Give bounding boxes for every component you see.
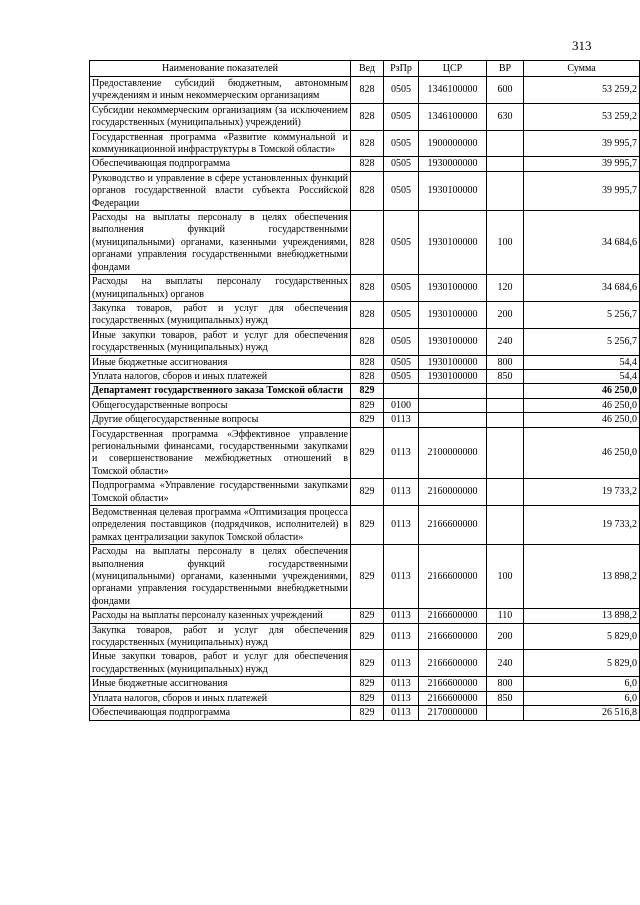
row-ved: 829 [351,413,384,427]
row-csr: 1346100000 [419,77,487,104]
header-name: Наименование показателей [90,61,351,77]
row-sum: 19 733,2 [524,479,640,506]
row-csr: 1930100000 [419,211,487,275]
row-ved: 828 [351,171,384,210]
row-vr: 800 [487,677,524,691]
row-csr: 2166600000 [419,506,487,545]
row-name: Расходы на выплаты персоналу в целях обеспечения выполнения функций государственными (муниципальными) органами, казенными учреждениями, органами управления государственными внебюджетными фондами [90,545,351,609]
row-ved: 829 [351,384,384,398]
row-ved: 828 [351,369,384,383]
header-csr: ЦСР [419,61,487,77]
row-name: Расходы на выплаты персоналу казенных учреждений [90,609,351,623]
row-ved: 828 [351,275,384,302]
row-rzpr: 0505 [384,355,419,369]
table-row [90,369,640,383]
row-name: Руководство и управление в сфере установленных функций органов государственной власти субъекта Российской Федерации [90,171,351,210]
table-row [90,275,640,302]
row-sum: 13 898,2 [524,545,640,609]
row-ved: 828 [351,301,384,328]
row-csr: 2100000000 [419,427,487,479]
row-sum: 53 259,2 [524,77,640,104]
table-row [90,211,640,275]
row-sum: 39 995,7 [524,157,640,171]
row-vr: 200 [487,623,524,650]
row-rzpr: 0113 [384,623,419,650]
row-ved: 828 [351,355,384,369]
row-name: Государственная программа «Эффективное управление региональными финансами, государственными закупками и совершенствование межбюджетных отношений в Томской области» [90,427,351,479]
row-vr: 100 [487,545,524,609]
row-name: Обеспечивающая подпрограмма [90,157,351,171]
table-row [90,103,640,130]
row-csr: 2166600000 [419,623,487,650]
row-rzpr: 0505 [384,369,419,383]
row-sum: 54,4 [524,369,640,383]
row-vr: 200 [487,301,524,328]
table-row [90,623,640,650]
row-rzpr: 0113 [384,545,419,609]
row-ved: 829 [351,427,384,479]
row-csr: 2166600000 [419,691,487,705]
row-vr [487,157,524,171]
row-sum: 5 256,7 [524,328,640,355]
row-sum: 54,4 [524,355,640,369]
row-csr: 2170000000 [419,706,487,720]
row-name: Закупка товаров, работ и услуг для обеспечения государственных (муниципальных) нужд [90,623,351,650]
row-rzpr: 0100 [384,398,419,412]
row-vr: 100 [487,211,524,275]
table-row [90,384,640,398]
table-row [90,328,640,355]
table-row [90,413,640,427]
table-row [90,545,640,609]
row-csr: 1930100000 [419,301,487,328]
row-rzpr: 0505 [384,77,419,104]
table-row [90,650,640,677]
row-name: Закупка товаров, работ и услуг для обеспечения государственных (муниципальных) нужд [90,301,351,328]
row-vr: 600 [487,77,524,104]
row-vr: 850 [487,369,524,383]
row-sum: 46 250,0 [524,384,640,398]
row-vr: 800 [487,355,524,369]
row-rzpr: 0505 [384,275,419,302]
row-vr [487,171,524,210]
row-name: Расходы на выплаты персоналу в целях обеспечения выполнения функций государственными (муниципальными) органами, казенными учреждениями, органами управления государственными внебюджетными фондами [90,211,351,275]
row-ved: 829 [351,706,384,720]
row-vr [487,384,524,398]
row-ved: 829 [351,677,384,691]
row-name: Обеспечивающая подпрограмма [90,706,351,720]
row-rzpr: 0113 [384,506,419,545]
row-sum: 6,0 [524,677,640,691]
row-vr [487,130,524,157]
row-name: Предоставление субсидий бюджетным, автономным учреждениям и иным некоммерческим организациям [90,77,351,104]
row-ved: 828 [351,103,384,130]
row-sum: 5 256,7 [524,301,640,328]
row-vr: 850 [487,691,524,705]
row-name: Расходы на выплаты персоналу государственных (муниципальных) органов [90,275,351,302]
row-rzpr: 0113 [384,609,419,623]
row-ved: 829 [351,650,384,677]
row-csr: 1930100000 [419,369,487,383]
row-csr [419,398,487,412]
row-csr: 2166600000 [419,545,487,609]
row-rzpr [384,384,419,398]
header-rzpr: РзПр [384,61,419,77]
row-ved: 828 [351,211,384,275]
row-csr: 1930100000 [419,355,487,369]
row-csr: 2166600000 [419,609,487,623]
row-vr [487,706,524,720]
row-vr [487,506,524,545]
row-ved: 829 [351,545,384,609]
row-rzpr: 0113 [384,413,419,427]
table-row [90,506,640,545]
row-name: Ведомственная целевая программа «Оптимизация процесса определения поставщиков (подрядчиков, исполнителей) в рамках централизации закупок Томской области» [90,506,351,545]
row-sum: 26 516,8 [524,706,640,720]
table-row [90,691,640,705]
row-rzpr: 0505 [384,328,419,355]
row-sum: 19 733,2 [524,506,640,545]
row-ved: 828 [351,157,384,171]
row-csr: 2166600000 [419,677,487,691]
row-csr [419,384,487,398]
row-sum: 46 250,0 [524,427,640,479]
row-sum: 6,0 [524,691,640,705]
table-row [90,479,640,506]
table-row [90,355,640,369]
table-row [90,398,640,412]
page-number: 313 [572,38,592,53]
row-ved: 828 [351,328,384,355]
row-csr: 2160000000 [419,479,487,506]
row-vr: 120 [487,275,524,302]
row-rzpr: 0113 [384,706,419,720]
row-sum: 46 250,0 [524,413,640,427]
row-vr: 240 [487,650,524,677]
row-ved: 828 [351,77,384,104]
row-csr: 1930100000 [419,171,487,210]
row-rzpr: 0113 [384,650,419,677]
table-row [90,427,640,479]
budget-table [89,60,640,721]
table-row [90,157,640,171]
table-row [90,171,640,210]
row-name: Департамент государственного заказа Томской области [90,384,351,398]
row-vr [487,398,524,412]
row-vr: 110 [487,609,524,623]
table-header-row [90,61,640,77]
row-ved: 829 [351,623,384,650]
row-name: Субсидии некоммерческим организациям (за исключением государственных (муниципальных) учреждений) [90,103,351,130]
row-sum: 39 995,7 [524,130,640,157]
row-name: Иные закупки товаров, работ и услуг для обеспечения государственных (муниципальных) нужд [90,328,351,355]
row-rzpr: 0113 [384,691,419,705]
row-name: Государственная программа «Развитие коммунальной и коммуникационной инфраструктуры в Томской области» [90,130,351,157]
row-csr: 2166600000 [419,650,487,677]
row-sum: 39 995,7 [524,171,640,210]
row-rzpr: 0113 [384,479,419,506]
row-csr: 1900000000 [419,130,487,157]
row-ved: 828 [351,130,384,157]
row-name: Другие общегосударственные вопросы [90,413,351,427]
row-name: Уплата налогов, сборов и иных платежей [90,691,351,705]
table-row [90,706,640,720]
row-sum: 34 684,6 [524,275,640,302]
row-csr: 1930100000 [419,275,487,302]
row-csr: 1346100000 [419,103,487,130]
table-row [90,130,640,157]
table-row [90,677,640,691]
row-rzpr: 0113 [384,677,419,691]
table-row [90,77,640,104]
row-csr [419,413,487,427]
row-csr: 1930100000 [419,328,487,355]
row-ved: 829 [351,609,384,623]
row-vr [487,427,524,479]
row-ved: 829 [351,479,384,506]
row-sum: 5 829,0 [524,650,640,677]
row-rzpr: 0113 [384,427,419,479]
row-vr [487,413,524,427]
table-row [90,301,640,328]
row-ved: 829 [351,398,384,412]
table-row [90,609,640,623]
header-vr: ВР [487,61,524,77]
row-csr: 1930000000 [419,157,487,171]
row-rzpr: 0505 [384,103,419,130]
row-name: Уплата налогов, сборов и иных платежей [90,369,351,383]
row-name: Подпрограмма «Управление государственными закупками Томской области» [90,479,351,506]
header-sum: Сумма [524,61,640,77]
row-sum: 53 259,2 [524,103,640,130]
row-rzpr: 0505 [384,130,419,157]
row-vr [487,479,524,506]
row-name: Иные бюджетные ассигнования [90,677,351,691]
row-ved: 829 [351,506,384,545]
row-vr: 240 [487,328,524,355]
row-rzpr: 0505 [384,157,419,171]
row-name: Иные закупки товаров, работ и услуг для обеспечения государственных (муниципальных) нужд [90,650,351,677]
row-name: Иные бюджетные ассигнования [90,355,351,369]
row-name: Общегосударственные вопросы [90,398,351,412]
row-sum: 5 829,0 [524,623,640,650]
row-sum: 46 250,0 [524,398,640,412]
row-rzpr: 0505 [384,301,419,328]
header-ved: Вед [351,61,384,77]
row-rzpr: 0505 [384,171,419,210]
row-rzpr: 0505 [384,211,419,275]
row-sum: 34 684,6 [524,211,640,275]
row-ved: 829 [351,691,384,705]
row-vr: 630 [487,103,524,130]
row-sum: 13 898,2 [524,609,640,623]
